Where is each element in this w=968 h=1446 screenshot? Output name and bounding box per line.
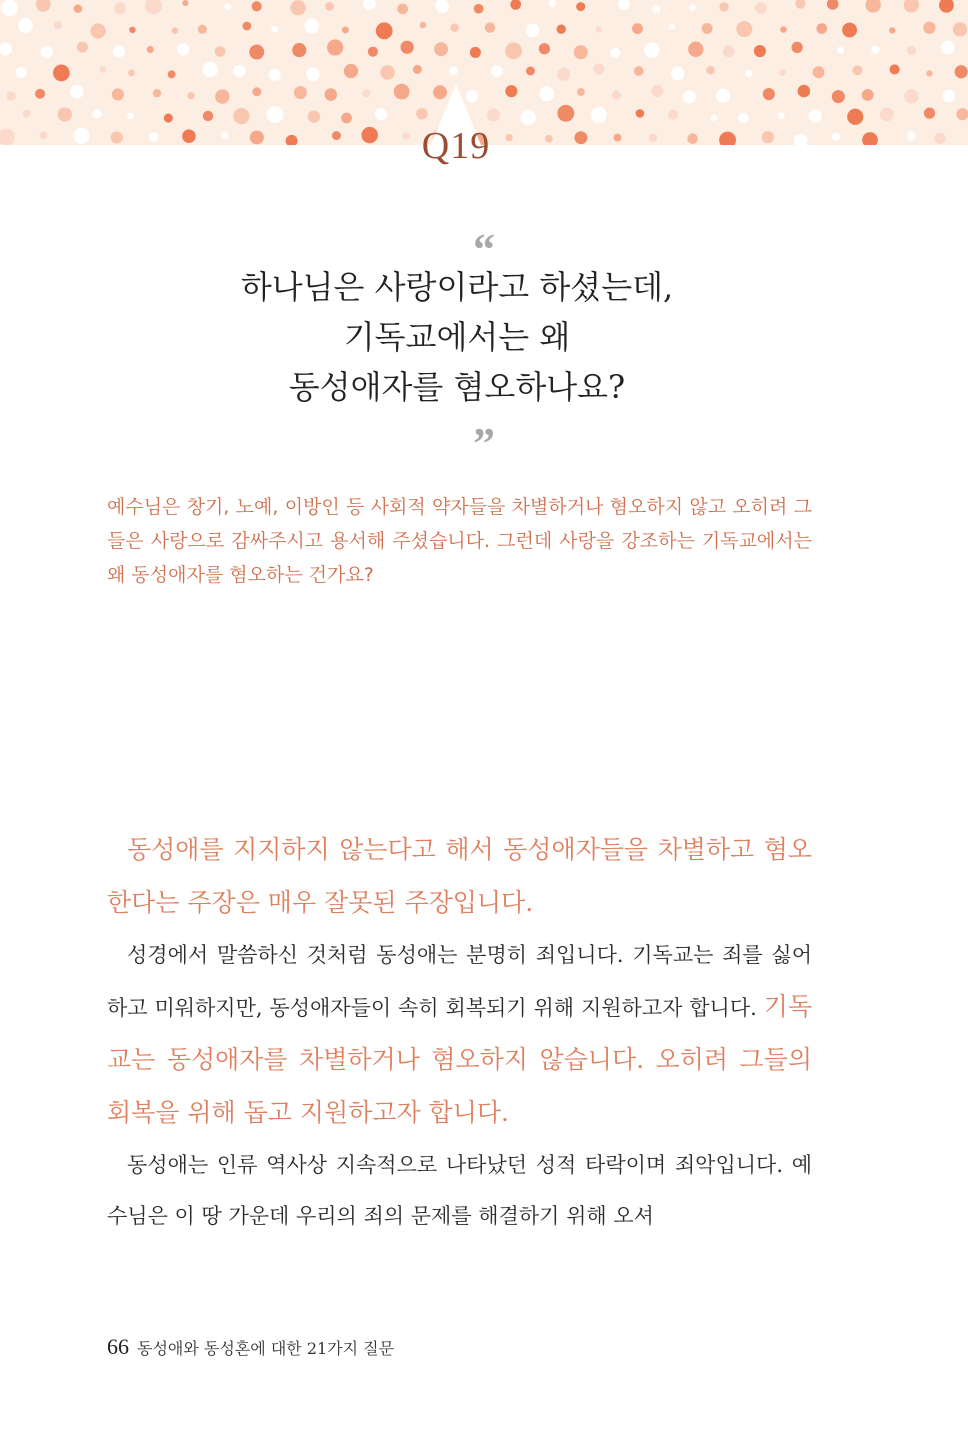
polka-dot [557, 25, 566, 34]
polka-dot [58, 107, 72, 121]
polka-dot [723, 45, 735, 57]
polka-dot [934, 133, 945, 144]
polka-dot [651, 85, 663, 97]
paragraph-text: 성경에서 말씀하신 것처럼 동성애는 분명히 죄입니다. 기독교는 죄를 싫어하고 미워하지만, 동성애자들이 속히 회복되기 위해 지원하고자 합니다. [107, 943, 812, 1020]
answer-body [107, 824, 812, 1242]
polka-dot [177, 43, 189, 55]
polka-dot [363, 0, 376, 10]
polka-dot [368, 47, 378, 57]
polka-dot [73, 128, 89, 144]
polka-dot [325, 88, 338, 101]
polka-dot [252, 1, 262, 11]
polka-dot [943, 90, 956, 103]
polka-dot [539, 86, 554, 101]
polka-dot [18, 18, 33, 33]
polka-dot [145, 0, 162, 14]
polka-dot [485, 22, 495, 32]
polka-dot [702, 23, 713, 34]
polka-dot [450, 24, 458, 32]
polka-dot [182, 0, 188, 6]
polka-dot [203, 62, 218, 77]
polka-dot [6, 91, 15, 100]
polka-dot [23, 110, 31, 118]
polka-dot [941, 41, 955, 55]
polka-dot [187, 92, 194, 99]
polka-dot [113, 45, 125, 57]
polka-dot [0, 42, 12, 55]
polka-dot [147, 46, 154, 53]
polka-dot [40, 132, 48, 140]
polka-dot [215, 46, 226, 57]
lead-paragraph: 예수님은 창기, 노예, 이방인 등 사회적 약자들을 차별하거나 혐오하지 않고 오히려 그들은 사랑으로 감싸주시고 용서해 주셨습니다. 그런데 사랑을 강조하는 기독교에서는 왜 동성애자를 혐오하는 건가요? [107, 496, 812, 586]
polka-dot [794, 134, 808, 145]
polka-dot [548, 0, 556, 7]
polka-dot [327, 39, 343, 55]
polka-dot [470, 47, 481, 58]
polka-dot [798, 85, 811, 98]
polka-dot [832, 90, 845, 103]
polka-dot [271, 26, 278, 33]
polka-dot [53, 65, 70, 82]
polka-dot [325, 2, 334, 11]
polka-dot [435, 0, 449, 13]
polka-dot [221, 132, 228, 139]
polka-dot [413, 65, 422, 74]
polka-dot [557, 68, 570, 81]
polka-dot [526, 67, 535, 76]
paragraph-text: 동성애는 인류 역사상 지속적으로 나타났던 성적 타락이며 죄악입니다. 예수님은 이 땅 가운데 우리의 죄의 문제를 해결하기 위해 오셔 [107, 1153, 812, 1228]
polka-dot [862, 132, 878, 145]
polka-dot [593, 64, 604, 75]
polka-dot [865, 0, 880, 13]
polka-dot [40, 46, 52, 58]
polka-dot [719, 2, 728, 11]
polka-dot [632, 23, 643, 34]
polka-dot [1, 0, 18, 16]
polka-dot [832, 133, 840, 141]
polka-dot [634, 66, 644, 76]
polka-dot [54, 21, 62, 29]
polka-dot [618, 0, 629, 10]
polka-dot [114, 2, 126, 14]
page-footer [107, 1334, 394, 1360]
book-title: 동성애와 동성혼에 대한 21가지 질문 [137, 1339, 395, 1358]
polka-dot [294, 86, 307, 99]
polka-dot [683, 91, 696, 104]
polka-dot [380, 65, 394, 79]
polka-dot [545, 135, 553, 143]
polka-dot [706, 66, 715, 75]
polka-dot [15, 67, 26, 78]
polka-dot [129, 27, 136, 34]
polka-dot [203, 111, 213, 121]
question-title-line: 기독교에서는 왜 [343, 318, 571, 356]
answer-paragraph [107, 1140, 812, 1242]
polka-dot [924, 108, 935, 119]
polka-dot [172, 27, 179, 34]
polka-dot [574, 131, 587, 144]
polka-dot [266, 106, 283, 123]
question-title [130, 262, 784, 412]
polka-dot [70, 85, 84, 99]
polka-dot [852, 65, 862, 75]
polka-dot [688, 42, 703, 57]
polka-dot [74, 5, 83, 14]
polka-dot [153, 89, 161, 97]
polka-dot [308, 110, 320, 122]
close-quote-icon: ” [473, 419, 495, 468]
polka-dot [434, 42, 448, 56]
polka-dot [269, 69, 281, 81]
polka-dot [77, 42, 88, 53]
polka-dot [763, 88, 775, 100]
polka-dot [361, 127, 377, 143]
polka-dot [376, 22, 393, 39]
polka-dot [215, 89, 229, 103]
polka-dot [907, 46, 916, 55]
polka-dot [904, 0, 919, 13]
polka-dot [813, 66, 825, 78]
polka-dot [671, 67, 685, 81]
answer-paragraph [107, 824, 812, 930]
polka-dot [362, 89, 370, 97]
polka-dot [35, 89, 45, 99]
polka-dot [644, 42, 660, 58]
question-title-line: 하나님은 사랑이라고 하셨는데, [240, 268, 674, 306]
polka-dot [890, 64, 900, 74]
polka-dot [449, 67, 457, 75]
question-number: Q19 [421, 125, 491, 167]
polka-dot [711, 115, 717, 121]
polka-dot [574, 45, 588, 59]
polka-dot [837, 47, 844, 54]
highlight-text: 동성애를 지지하지 않는다고 해서 동성애자들을 차별하고 혐오한다는 주장은 매우 잘못된 주장입니다. [107, 835, 812, 917]
polka-dot [904, 89, 918, 103]
polka-dot [286, 135, 298, 145]
polka-dot [233, 65, 245, 77]
polka-dot [306, 67, 320, 81]
polka-dot [795, 0, 805, 9]
polka-dot [400, 41, 413, 54]
polka-dot [149, 132, 159, 142]
polka-dot [99, 66, 106, 73]
polka-dot [182, 129, 196, 143]
polka-dot [233, 108, 249, 124]
highlight-text: 기독교는 동성애자를 차별하거나 혐오하지 않습니다. 오히려 그들의 회복을 위해 돕고 지원하고자 합니다. [107, 992, 812, 1127]
polka-dot [889, 27, 895, 33]
open-quote-icon: “ [473, 225, 495, 274]
polka-dot [344, 64, 358, 78]
polka-dot [332, 131, 341, 140]
polka-dot [596, 26, 602, 32]
polka-dot [577, 88, 585, 96]
polka-dot [36, 0, 51, 12]
polka-dot [926, 70, 932, 76]
polka-dot [290, 0, 305, 15]
polka-dot [907, 132, 915, 140]
polka-dot [242, 22, 251, 31]
polka-dot [224, 3, 231, 10]
polka-dot [249, 45, 264, 60]
polka-dot [342, 27, 349, 34]
polka-dot [809, 109, 822, 122]
polka-dot [862, 89, 874, 101]
polka-dot [90, 23, 105, 38]
polka-dot [780, 26, 787, 33]
polka-dot [762, 131, 774, 143]
polka-dot [939, 0, 954, 13]
polka-dot [923, 22, 935, 34]
polka-dot [738, 113, 748, 123]
polka-dot [341, 113, 352, 124]
polka-dot [778, 112, 785, 119]
polka-dot [111, 131, 123, 143]
polka-dot [669, 23, 675, 29]
polka-dot [792, 42, 803, 53]
polka-dot [956, 108, 968, 120]
polka-dot [557, 105, 574, 122]
polka-dot [745, 70, 753, 78]
polka-dot [474, 4, 484, 14]
polka-dot [292, 43, 306, 57]
polka-dot [510, 0, 521, 10]
polka-dot [847, 109, 863, 125]
polka-dot [755, 2, 767, 14]
polka-dot [689, 4, 696, 11]
polka-dot [576, 2, 585, 11]
polka-dot [842, 23, 857, 38]
polka-dot [816, 23, 827, 34]
polka-dot [164, 113, 173, 122]
polka-dot [112, 88, 124, 100]
polka-dot [687, 133, 698, 144]
polka-dot [397, 3, 408, 14]
polka-dot [127, 113, 134, 120]
polka-dot [252, 87, 261, 96]
polka-dot [754, 45, 766, 57]
polka-dot [505, 42, 522, 59]
polka-dot [953, 22, 967, 36]
polka-dot [736, 21, 752, 37]
polka-dot [610, 48, 620, 58]
question-title-line: 동성애자를 혐오하나요? [288, 368, 626, 406]
polka-dot [539, 43, 550, 54]
polka-dot [591, 107, 607, 123]
polka-dot [955, 65, 968, 78]
polka-dot [250, 130, 264, 144]
polka-dot [880, 108, 894, 122]
polka-dot [613, 134, 621, 142]
polka-dot [304, 19, 319, 34]
polka-dot [636, 109, 645, 118]
polka-dot [827, 0, 839, 10]
polka-dot [612, 91, 621, 100]
polka-dot [871, 46, 879, 54]
polka-dot [0, 129, 15, 145]
polka-dot [526, 24, 540, 38]
polka-dot [420, 22, 427, 29]
polka-dot [668, 109, 678, 119]
polka-dot [719, 132, 736, 145]
polka-dot [652, 5, 660, 13]
polka-dot [491, 65, 503, 77]
polka-dot [198, 25, 207, 34]
page-number: 66 [107, 1334, 129, 1359]
polka-dot [168, 70, 176, 78]
polka-dot [716, 88, 730, 102]
polka-dot [92, 109, 101, 118]
polka-dot [649, 134, 657, 142]
polka-dot [128, 70, 135, 77]
answer-paragraph [107, 930, 812, 1140]
polka-dot [779, 69, 786, 76]
